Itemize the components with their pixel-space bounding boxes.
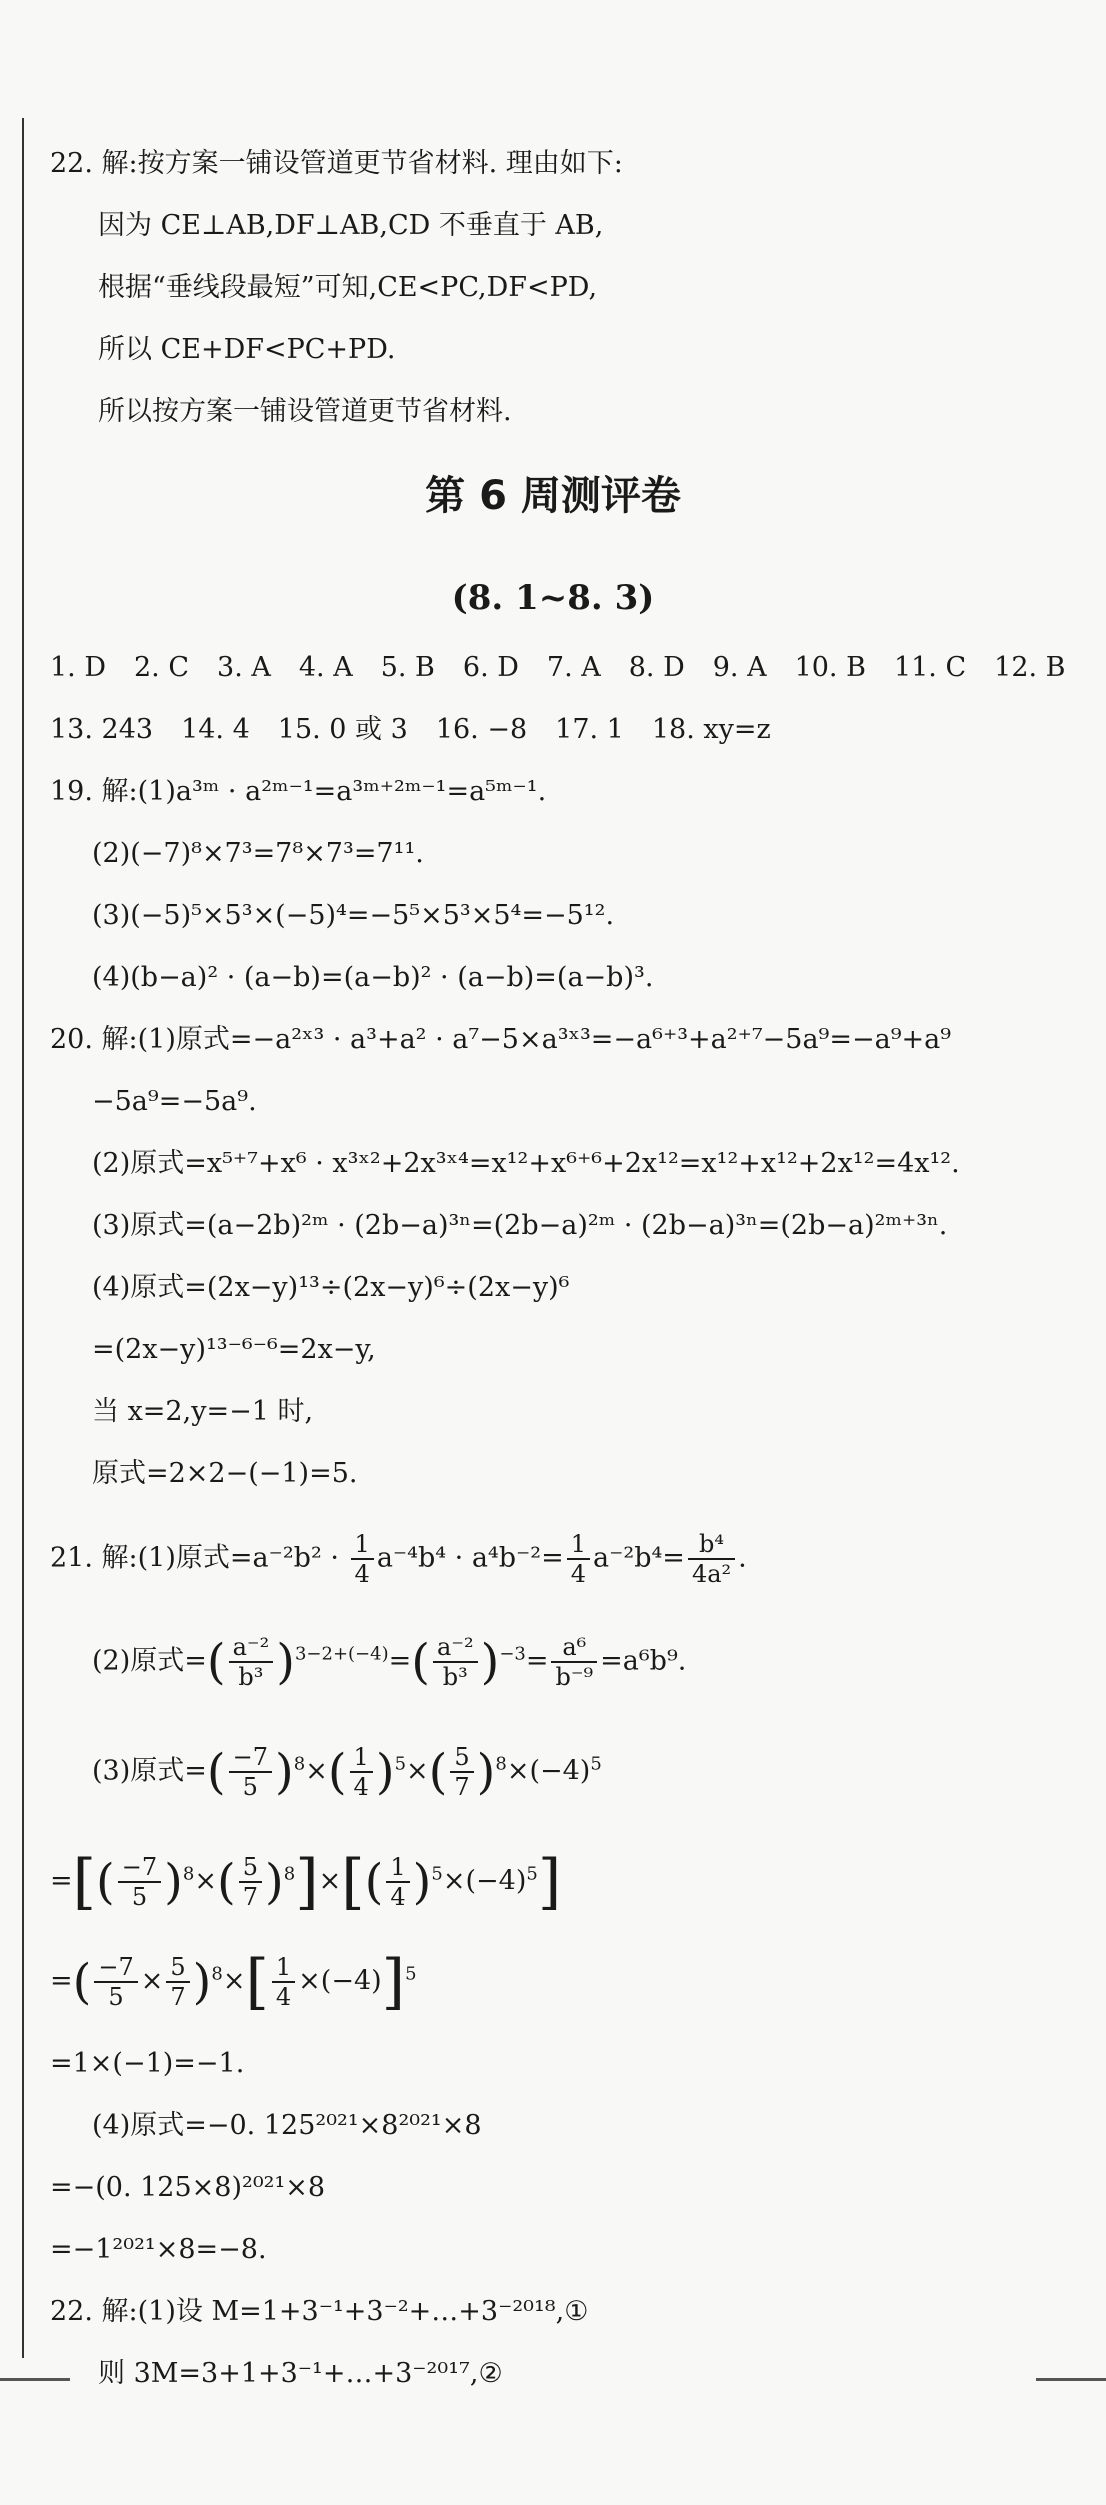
- fraction-quarter: [351, 1530, 374, 1588]
- denominator: 4: [570, 1560, 587, 1588]
- numerator: 1: [386, 1853, 409, 1883]
- denominator: b³: [442, 1663, 468, 1691]
- answer-4: 4. A: [298, 652, 353, 683]
- numerator: a⁻²: [433, 1633, 478, 1663]
- bracket-open: [: [341, 1847, 365, 1917]
- bracket-close: ]: [381, 1947, 406, 2017]
- exponent: 8: [211, 1963, 223, 1985]
- q19-line-3: (3)(−5)⁵×5³×(−5)⁴=−5⁵×5³×5⁴=−5¹².: [92, 900, 615, 931]
- q21-line-1: 21. 解:(1)原式=a⁻²b² · $\frac{1}{4}$ a⁻⁴b⁴ · a⁴b⁻²= $\frac{1}{4}$ a⁻²b⁴= $\frac{\text{b⁴}}{\text{4a²}}$ .: [50, 1530, 747, 1588]
- numerator: 1: [272, 1953, 295, 1983]
- bottom-rule-left: [0, 2378, 70, 2381]
- numerator: 5: [239, 1853, 262, 1883]
- q22-prev-line-1: 22. 解:按方案一铺设管道更节省材料. 理由如下:: [50, 148, 623, 179]
- q20-line-7: 当 x=2,y=−1 时,: [92, 1396, 314, 1427]
- section-title: 第 6 周测评卷: [425, 473, 681, 519]
- q22-prev-line-4: 所以 CE+DF<PC+PD.: [98, 334, 396, 365]
- fraction-a-b: [433, 1633, 478, 1691]
- q21-line-7: (4)原式=−0. 125²⁰²¹×8²⁰²¹×8: [92, 2110, 482, 2141]
- bracket-open: [: [245, 1947, 269, 2017]
- denominator: 4: [275, 1983, 292, 2011]
- fraction-a6-b9: [551, 1633, 597, 1691]
- paren-open: (: [428, 1744, 448, 1800]
- q20-line-6: =(2x−y)¹³⁻⁶⁻⁶=2x−y,: [92, 1334, 376, 1365]
- answer-15: 15. 0 或 3: [277, 714, 408, 745]
- numerator: 5: [166, 1953, 189, 1983]
- paren-open: (: [216, 1854, 236, 1910]
- paren-close: ): [164, 1854, 183, 1910]
- denominator: b³: [238, 1663, 264, 1691]
- paren-close: ): [192, 1954, 212, 2010]
- paren-close: ): [275, 1744, 294, 1800]
- answer-17: 17. 1: [555, 714, 624, 745]
- fraction-result: [688, 1530, 735, 1588]
- exponent: 5: [431, 1863, 443, 1885]
- section-subtitle: (8. 1~8. 3): [451, 578, 655, 618]
- answer-12: 12. B: [994, 652, 1066, 683]
- exponent: 5: [526, 1863, 538, 1885]
- q20-line-1: 20. 解:(1)原式=−a²ˣ³ · a³+a² · a⁷−5×a³ˣ³=−a⁶⁺³+a²⁺⁷−5a⁹=−a⁹+a⁹: [50, 1024, 952, 1055]
- exponent: 5: [590, 1753, 602, 1775]
- numerator: −7: [229, 1743, 272, 1773]
- denominator: b⁻⁹: [555, 1663, 594, 1691]
- paren-close: ): [265, 1854, 284, 1910]
- q21-expr-1b: a⁻⁴b⁴ · a⁴b⁻²=: [376, 1542, 564, 1574]
- q21-line-5: =( $\frac{-7}{5}$ × $\frac{5}{7}$ )$^8$×[ $\frac{1}{4}$ ×(−4)]$^5$: [50, 1947, 417, 2017]
- denominator: 5: [131, 1883, 148, 1911]
- q19-line-1: 19. 解:(1)a³ᵐ · a²ᵐ⁻¹=a³ᵐ⁺²ᵐ⁻¹=a⁵ᵐ⁻¹.: [50, 776, 547, 807]
- answers-row-2: [50, 712, 799, 748]
- q19-line-4: (4)(b−a)² · (a−b)=(a−b)² · (a−b)=(a−b)³.: [92, 962, 654, 993]
- q21-expr-2a: (2)原式=: [92, 1645, 207, 1677]
- answer-13: 13. 243: [50, 714, 154, 745]
- paren-open: (: [364, 1854, 384, 1910]
- q21-line-3: (3)原式=( $\frac{-7}{5}$ )$^8$×( $\frac{1}{4}$ )$^5$×( $\frac{5}{7}$ )$^8\times(-4)^5$: [92, 1743, 602, 1801]
- q21-line-8: =−(0. 125×8)²⁰²¹×8: [50, 2172, 326, 2203]
- answer-3: 3. A: [217, 652, 271, 683]
- answer-6: 6. D: [462, 652, 519, 683]
- times-neg4: ×(−4): [506, 1755, 591, 1787]
- q21-expr-1a: 21. 解:(1)原式=a⁻²b² ·: [50, 1542, 339, 1574]
- answer-16: 16. −8: [435, 714, 528, 745]
- denominator: 5: [242, 1773, 258, 1801]
- answer-9: 9. A: [712, 652, 767, 683]
- denominator: 4a²: [691, 1560, 732, 1588]
- denominator: 5: [108, 1983, 124, 2011]
- numerator: 1: [567, 1530, 590, 1560]
- fraction-1-4: [350, 1743, 373, 1801]
- exponent: 8: [293, 1753, 306, 1775]
- paren-close: ): [276, 1634, 295, 1690]
- denominator: 4: [354, 1560, 370, 1588]
- q21-line-4: =[( $\frac{-7}{5}$ )$^8$×( $\frac{5}{7}$ )$^8$]×[( $\frac{1}{4}$ )$^5\times(-4)^5$]: [50, 1847, 562, 1917]
- paren-open: (: [206, 1634, 226, 1690]
- q21-expr-2c: =a⁶b⁹.: [600, 1645, 687, 1677]
- answer-10: 10. B: [794, 652, 866, 683]
- times-neg4: ×(−4): [442, 1865, 527, 1897]
- answer-7: 7. A: [546, 652, 601, 683]
- q20-line-8: 原式=2×2−(−1)=5.: [92, 1458, 358, 1489]
- answer-5: 5. B: [380, 652, 435, 683]
- exponent: 8: [495, 1753, 507, 1775]
- bracket-open: [: [72, 1847, 97, 1917]
- q22-prev-line-3: 根据“垂线段最短”可知,CE<PC,DF<PD,: [98, 272, 598, 303]
- answers-row-1: [50, 650, 1094, 686]
- fraction-a-b: [229, 1633, 274, 1691]
- equals: =: [388, 1645, 412, 1677]
- paren-open: (: [96, 1854, 115, 1910]
- numerator: b⁴: [688, 1530, 735, 1560]
- paren-open: (: [206, 1744, 226, 1800]
- numerator: 1: [350, 1743, 373, 1773]
- exponent: 5: [394, 1753, 407, 1775]
- answer-11: 11. C: [893, 652, 967, 683]
- numerator: −7: [118, 1853, 161, 1883]
- paren-close: ): [412, 1854, 432, 1910]
- answer-14: 14. 4: [181, 714, 250, 745]
- numerator: 5: [450, 1743, 473, 1773]
- paren-close: ): [480, 1634, 500, 1690]
- denominator: 7: [242, 1883, 258, 1911]
- fraction-1-4: [386, 1853, 409, 1911]
- denominator: 4: [353, 1773, 369, 1801]
- bracket-close: ]: [295, 1847, 319, 1917]
- bottom-rule-right: [1036, 2378, 1106, 2381]
- exponent: 8: [182, 1863, 195, 1885]
- paren-close: ): [375, 1744, 395, 1800]
- exponent: 3−2+(−4): [294, 1643, 389, 1665]
- fraction-5-7: [166, 1953, 189, 2011]
- answer-8: 8. D: [628, 652, 685, 683]
- exponent: 8: [283, 1863, 296, 1885]
- denominator: 7: [454, 1773, 470, 1801]
- numerator: −7: [94, 1953, 137, 1983]
- q22-line-1: 22. 解:(1)设 M=1+3⁻¹+3⁻²+…+3⁻²⁰¹⁸,①: [50, 2296, 589, 2327]
- fraction-quarter: [567, 1530, 590, 1588]
- bracket-close: ]: [537, 1847, 562, 1917]
- q20-line-2: −5a⁹=−5a⁹.: [92, 1086, 257, 1117]
- times-neg4: ×(−4): [298, 1965, 382, 1997]
- q21-line-6: =1×(−1)=−1.: [50, 2048, 245, 2079]
- answer-18: 18. xy=z: [651, 714, 771, 745]
- q20-line-3: (2)原式=x⁵⁺⁷+x⁶ · x³ˣ²+2x³ˣ⁴=x¹²+x⁶⁺⁶+2x¹²=x¹²+x¹²+2x¹²=4x¹².: [92, 1148, 960, 1179]
- answer-1: 1. D: [50, 652, 106, 683]
- q22-prev-line-5: 所以按方案一铺设管道更节省材料.: [98, 396, 512, 427]
- fraction-neg-7-5: [229, 1743, 272, 1801]
- fraction-neg-7-5: [118, 1853, 161, 1911]
- exponent: −3: [499, 1643, 526, 1665]
- q21-line-9: =−1²⁰²¹×8=−8.: [50, 2234, 267, 2265]
- paren-open: (: [72, 1954, 92, 2010]
- margin-rule: [22, 118, 24, 2358]
- denominator: 7: [170, 1983, 186, 2011]
- q21-expr-3a: (3)原式=: [92, 1755, 207, 1787]
- numerator: a⁻²: [229, 1633, 274, 1663]
- q22-line-2: 则 3M=3+1+3⁻¹+…+3⁻²⁰¹⁷,②: [98, 2358, 503, 2389]
- q20-line-4: (3)原式=(a−2b)²ᵐ · (2b−a)³ⁿ=(2b−a)²ᵐ · (2b−a)³ⁿ=(2b−a)²ᵐ⁺³ⁿ.: [92, 1210, 948, 1241]
- q21-line-2: [92, 1633, 686, 1691]
- paren-open: (: [327, 1744, 347, 1800]
- fraction-5-7: [450, 1743, 473, 1801]
- paren-close: ): [476, 1744, 496, 1800]
- q20-line-5: (4)原式=(2x−y)¹³÷(2x−y)⁶÷(2x−y)⁶: [92, 1272, 570, 1303]
- fraction-5-7: [239, 1853, 262, 1911]
- q22-prev-line-2: 因为 CE⊥AB,DF⊥AB,CD 不垂直于 AB,: [98, 210, 604, 241]
- q21-expr-1c: a⁻²b⁴=: [593, 1542, 685, 1574]
- numerator: 1: [351, 1530, 374, 1560]
- q19-line-2: (2)(−7)⁸×7³=7⁸×7³=7¹¹.: [92, 838, 424, 869]
- equals: =: [525, 1645, 549, 1677]
- numerator: a⁶: [551, 1633, 597, 1663]
- fraction-neg-7-5: [94, 1953, 137, 2011]
- denominator: 4: [390, 1883, 406, 1911]
- answer-2: 2. C: [134, 652, 190, 683]
- paren-open: (: [411, 1634, 430, 1690]
- fraction-1-4: [272, 1953, 295, 2011]
- exponent: 5: [405, 1963, 417, 1985]
